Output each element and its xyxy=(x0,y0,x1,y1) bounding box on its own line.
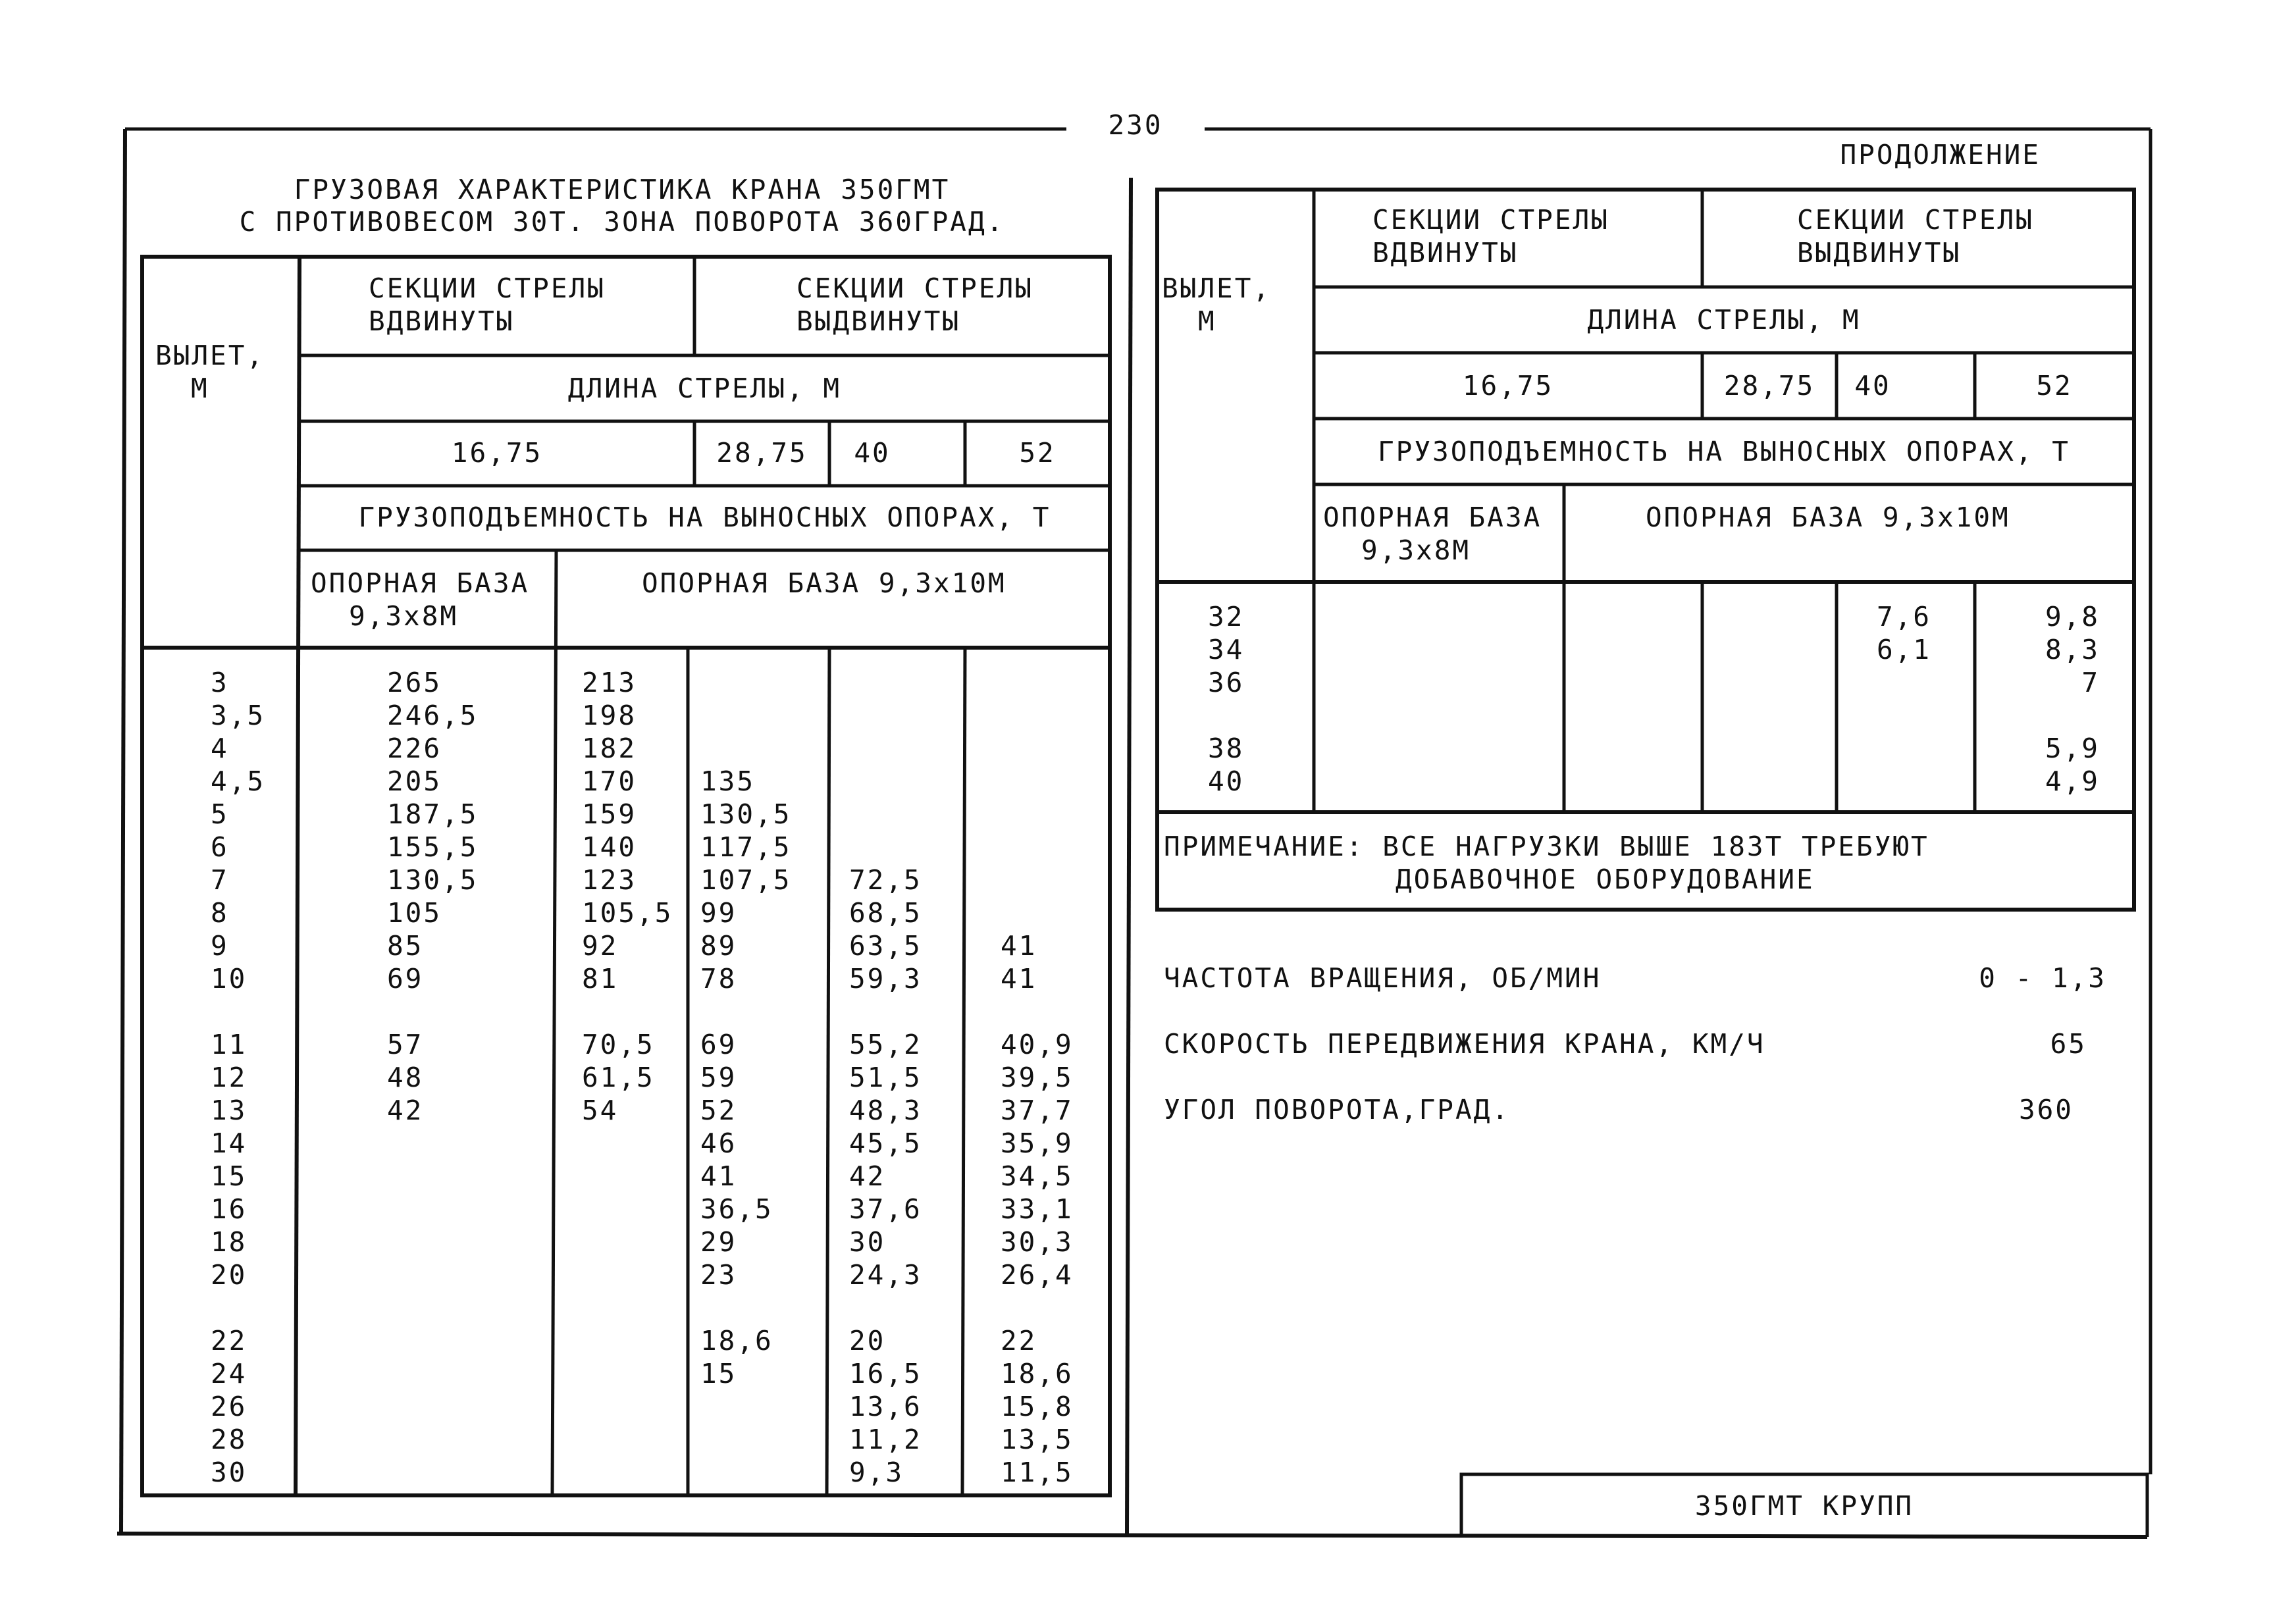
outreach-header-right: ВЫЛЕТ, xyxy=(1162,272,1272,304)
boom-length-40-right: 40 xyxy=(1854,370,1891,401)
base-large-header-right: ОПОРНАЯ БАЗА 9,3х10М xyxy=(1646,502,2010,533)
outreach-header: ВЫЛЕТ, xyxy=(155,340,265,371)
extended-header: СЕКЦИИ СТРЕЛЫ xyxy=(796,272,1033,304)
retracted-header: СЕКЦИИ СТРЕЛЫ xyxy=(369,272,606,304)
spec-slew-label: УГОЛ ПОВОРОТА,ГРАД. xyxy=(1164,1094,1510,1125)
extended-header-2: ВЫДВИНУТЫ xyxy=(796,305,961,337)
spec-speed-value: 65 xyxy=(2050,1028,2087,1060)
base-small-header-right: ОПОРНАЯ БАЗА xyxy=(1323,502,1542,533)
capacity-header-right: ГРУЗОПОДЪЕМНОСТЬ НА ВЫНОСНЫХ ОПОРАХ, Т xyxy=(1378,436,2070,467)
boom-length-header: ДЛИНА СТРЕЛЫ, М xyxy=(567,373,842,404)
boom-length-52: 52 xyxy=(1019,437,1056,469)
boom-length-1675: 16,75 xyxy=(451,437,543,469)
base-small-size-right: 9,3х8М xyxy=(1361,534,1471,566)
boom-length-1675-right: 16,75 xyxy=(1462,370,1554,401)
title-line-1: ГРУЗОВАЯ ХАРАКТЕРИСТИКА КРАНА 350ГМТ xyxy=(294,174,951,205)
base-small-1675-column: 265 246,5 226 205 187,5 155,5 130,5 105 85 69 57 48 42 xyxy=(387,667,479,1126)
page-number: 230 xyxy=(1108,109,1163,141)
base-large-1675-column: 213 198 182 170 159 140 123 105,5 92 81 70,5 61,5 54 xyxy=(582,667,673,1126)
note-line-1: ПРИМЕЧАНИЕ: ВСЕ НАГРУЗКИ ВЫШЕ 183Т ТРЕБУЮТ xyxy=(1164,831,1929,862)
continuation-label: ПРОДОЛЖЕНИЕ xyxy=(1840,139,2041,170)
retracted-header-right: СЕКЦИИ СТРЕЛЫ xyxy=(1372,204,1609,236)
retracted-header-2: ВДВИНУТЫ xyxy=(369,305,515,337)
title-line-2: С ПРОТИВОВЕСОМ 30Т. ЗОНА ПОВОРОТА 360ГРАД. xyxy=(239,206,1005,238)
capacity-header: ГРУЗОПОДЪЕМНОСТЬ НА ВЫНОСНЫХ ОПОРАХ, Т xyxy=(358,502,1051,533)
extended-header-right: СЕКЦИИ СТРЕЛЫ xyxy=(1797,204,2034,236)
outreach-unit: М xyxy=(191,373,209,404)
base-large-header: ОПОРНАЯ БАЗА 9,3х10М xyxy=(642,567,1006,599)
base-large-52-column: 41 41 40,9 39,5 37,7 35,9 34,5 33,1 30,3 26,4 22 18,6 15,8 13,5 11,5 xyxy=(1001,930,1074,1488)
spec-rotation-label: ЧАСТОТА ВРАЩЕНИЯ, ОБ/МИН xyxy=(1164,962,1602,994)
extended-header-right-2: ВЫДВИНУТЫ xyxy=(1797,237,1962,269)
outreach-unit-right: М xyxy=(1198,305,1216,337)
spec-slew-value: 360 xyxy=(2018,1094,2074,1125)
spec-speed-label: СКОРОСТЬ ПЕРЕДВИЖЕНИЯ КРАНА, КМ/Ч xyxy=(1164,1028,1765,1060)
stamp-text: 350ГМТ КРУПП xyxy=(1694,1490,1914,1522)
base-small-header: ОПОРНАЯ БАЗА xyxy=(311,567,530,599)
base-large-52-column-right: 9,8 8,3 7 5,9 4,9 xyxy=(2045,601,2100,797)
retracted-header-right-2: ВДВИНУТЫ xyxy=(1372,237,1519,269)
outreach-column-right: 32 34 36 38 40 xyxy=(1208,601,1245,797)
base-small-size: 9,3х8М xyxy=(349,600,459,632)
base-large-40-column: 72,5 68,5 63,5 59,3 55,2 51,5 48,3 45,5 42 37,6 30 24,3 20 16,5 13,6 11,2 9,3 xyxy=(849,864,922,1488)
outreach-column: 3 3,5 4 4,5 5 6 7 8 9 10 11 12 13 14 15 16 18 20 22 24 26 28 30 xyxy=(211,667,266,1488)
spec-rotation-value: 0 - 1,3 xyxy=(1979,962,2106,994)
base-large-40-column-right: 7,6 6,1 xyxy=(1876,601,1931,665)
boom-length-40: 40 xyxy=(854,437,891,469)
boom-length-2875-right: 28,75 xyxy=(1723,370,1815,401)
boom-length-header-right: ДЛИНА СТРЕЛЫ, М xyxy=(1587,304,1861,336)
note-line-2: ДОБАВОЧНОЕ ОБОРУДОВАНИЕ xyxy=(1396,864,1815,895)
boom-length-2875: 28,75 xyxy=(716,437,808,469)
boom-length-52-right: 52 xyxy=(2036,370,2073,401)
base-large-2875-column: 135 130,5 117,5 107,5 99 89 78 69 59 52 46 41 36,5 29 23 18,6 15 xyxy=(700,765,792,1389)
